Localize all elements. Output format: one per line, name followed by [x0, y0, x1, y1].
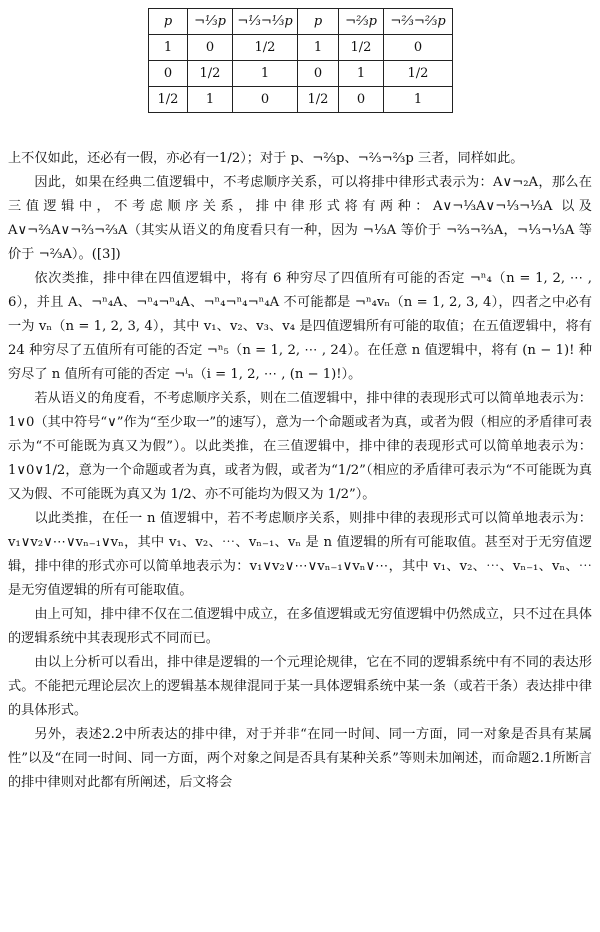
paragraph: 由以上分析可以看出，排中律是逻辑的一个元理论规律，它在不同的逻辑系统中有不同的表达形式。不能把元理论层次上的逻辑基本规律混同于某一具体逻辑系统中某一条（或若干条）表达排中律的具体形式。 — [8, 655, 592, 718]
table-cell: 1/2 — [188, 61, 233, 87]
paragraph: 因此，如果在经典二值逻辑中，不考虑顺序关系，可以将排中律形式表示为：A∨¬₂A，那么在三值逻辑中，不考虑顺序关系，排中律形式将有两种：A∨¬⅓A∨¬⅓¬⅓A 以及 A∨¬⅔A∨¬⅔¬⅔A（其实从语义的角度看只有一种，因为 ¬⅓A 等价于 ¬⅔¬⅔A，¬⅓¬⅓A 等价于 ¬⅔A）。([3]) — [8, 175, 592, 262]
table-cell: 1 — [233, 61, 298, 87]
table-cell: 1 — [149, 35, 188, 61]
table-row — [149, 61, 453, 87]
table-cell: 0 — [339, 87, 384, 113]
table-header-cell: ¬⅓p — [188, 9, 233, 35]
table-cell: 1/2 — [339, 35, 384, 61]
table-header-cell: p — [149, 9, 188, 35]
table-cell: 0 — [298, 61, 339, 87]
table-header-cell: ¬⅓¬⅓p — [233, 9, 298, 35]
paragraph: 依次类推，排中律在四值逻辑中，将有 6 种穷尽了四值所有可能的否定 ¬ⁿ₄（n = 1, 2, ⋯ , 6），并且 A、¬ⁿ₄A、¬ⁿ₄¬ⁿ₄A、¬ⁿ₄¬ⁿ₄¬ⁿ₄A 不可能都是 ¬ⁿ₄vₙ（n = 1, 2, 3, 4），四者之中必有一为 vₙ（n = 1, 2, 3, 4），其中 v₁、v₂、v₃、v₄ 是四值逻辑所有可能的取值；在五值逻辑中，将有 24 种穷尽了五值所有可能的否定 ¬ⁿ₅（n = 1, 2, ⋯ , 24）。在任意 n 值逻辑中，将有 (n − 1)! 种穷尽了 n 值所有可能的否定 ¬ⁱₙ（i = 1, 2, ⋯ , (n − 1)!）。 — [8, 271, 592, 382]
table-cell: 1 — [339, 61, 384, 87]
table-cell: 1/2 — [384, 61, 453, 87]
table-cell: 1 — [298, 35, 339, 61]
table-header-row — [149, 9, 453, 35]
paragraph: 另外，表述2.2中所表达的排中律，对于并非“在同一时间、同一方面，同一对象是否具有某属性”以及“在同一时间、同一方面，两个对象之间是否具有某种关系”等则未加阐述，而命题2.1所断言的排中律则对此都有所阐述，后文将会 — [8, 727, 592, 790]
table-row — [149, 87, 453, 113]
table-cell: 1 — [188, 87, 233, 113]
table-cell: 1/2 — [149, 87, 188, 113]
table-header-cell: p — [298, 9, 339, 35]
table-cell: 0 — [384, 35, 453, 61]
table-cell: 1 — [384, 87, 453, 113]
table-header-cell: ¬⅔p — [339, 9, 384, 35]
paragraph: 上不仅如此，还必有一假，亦必有一1/2）；对于 p、¬⅔p、¬⅔¬⅔p 三者，同样如此。 — [8, 151, 524, 166]
paragraph: 若从语义的角度看，不考虑顺序关系，则在二值逻辑中，排中律的表现形式可以简单地表示为：1∨0（其中符号“∨”作为“至少取一”的速写），意为一个命题或者为真，或者为假（相应的矛盾律可表示为“不可能既为真又为假”）。以此类推，在三值逻辑中，排中律的表现形式可以简单地表示为：1∨0∨1/2，意为一个命题或者为真，或者为假，或者为“1/2”（相应的矛盾律可表示为“不可能既为真又为假、不可能既为真又为 1/2、亦不可能均为假又为 1/2”）。 — [8, 391, 592, 502]
table-cell: 0 — [149, 61, 188, 87]
truth-table — [148, 8, 453, 113]
table-row — [149, 35, 453, 61]
paragraph: 由上可知，排中律不仅在二值逻辑中成立，在多值逻辑或无穷值逻辑中仍然成立，只不过在具体的逻辑系统中其表现形式不同而已。 — [8, 607, 592, 646]
table-cell: 1/2 — [298, 87, 339, 113]
table-cell: 1/2 — [233, 35, 298, 61]
table-cell: 0 — [188, 35, 233, 61]
paragraph: 以此类推，在任一 n 值逻辑中，若不考虑顺序关系，则排中律的表现形式可以简单地表示为：v₁∨v₂∨⋯∨vₙ₋₁∨vₙ，其中 v₁、v₂、⋯、vₙ₋₁、vₙ 是 n 值逻辑的所有可能取值。甚至对于无穷值逻辑，排中律的形式亦可以简单地表示为：v₁∨v₂∨⋯∨vₙ₋₁∨vₙ∨⋯，其中 v₁、v₂、⋯、vₙ₋₁、vₙ、⋯ 是无穷值逻辑的所有可能取值。 — [8, 511, 592, 598]
table-header-cell: ¬⅔¬⅔p — [384, 9, 453, 35]
table-cell: 0 — [233, 87, 298, 113]
body-text — [8, 147, 592, 795]
